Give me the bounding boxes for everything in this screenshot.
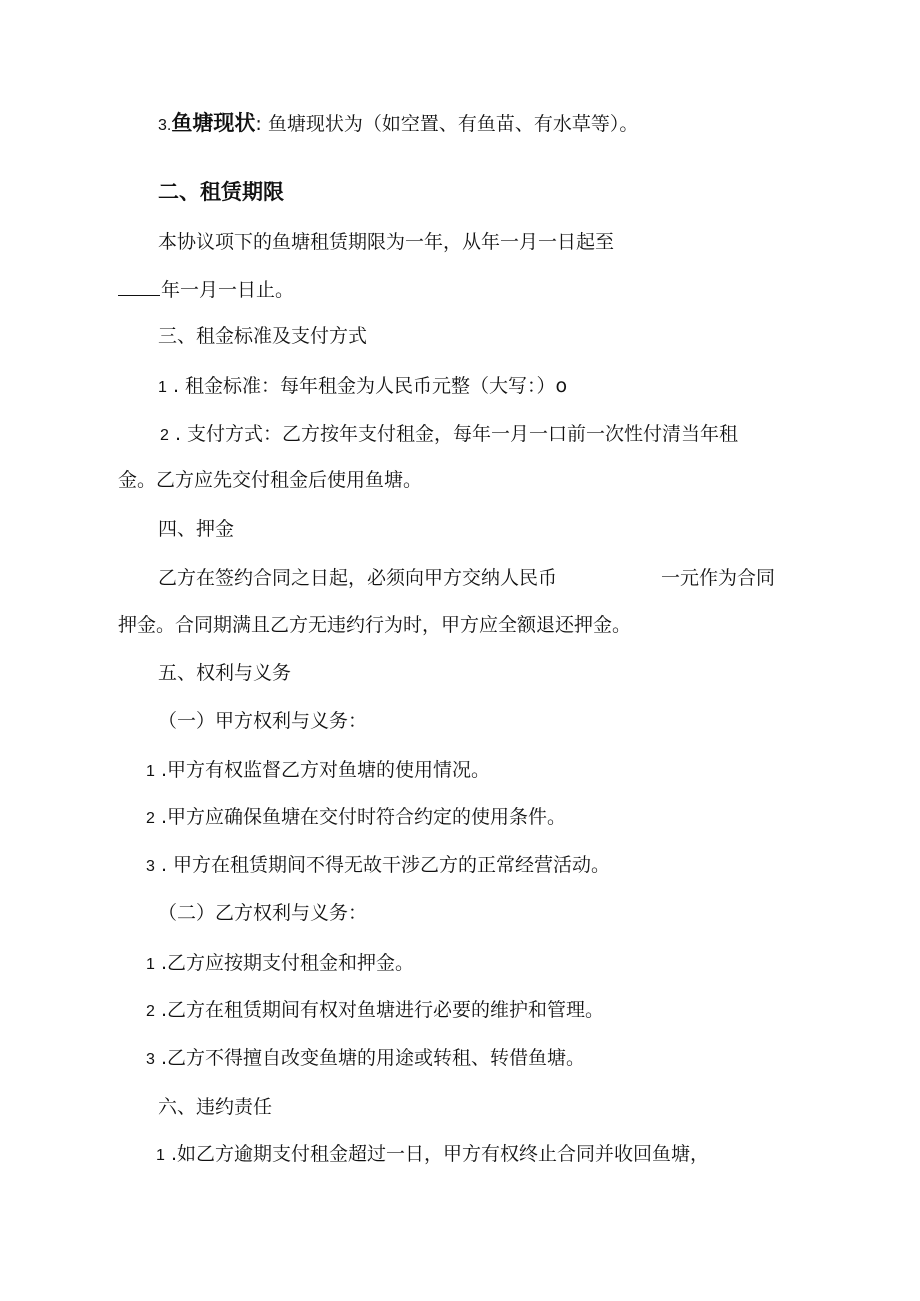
clause-label: 鱼塘现状 [171,111,256,135]
list-item: 3 .乙方不得擅自改变鱼塘的用途或转租、转借鱼塘。 [146,1047,585,1069]
list-item: 1 .如乙方逾期支付租金超过一日，甲方有权终止合同并收回鱼塘， [156,1143,709,1165]
list-item: 2 .甲方应确保鱼塘在交付时符合约定的使用条件。 [146,806,566,828]
clause-rent-standard: 1 . 租金标准：每年租金为人民币元整（大写：）o [158,375,568,397]
section-heading-rent: 三、租金标准及支付方式 [158,325,368,347]
blank-line [118,278,160,296]
paragraph-lease-term: 本协议项下的鱼塘租赁期限为一年，从年一月一日起至 [158,231,615,253]
subheading-party-a: （一）甲方权利与义务： [158,710,368,732]
subheading-party-b: （二）乙方权利与义务： [158,902,368,924]
section-heading-rights: 五、权利与义务 [158,662,292,684]
list-item: 1 .甲方有权监督乙方对鱼塘的使用情况。 [146,759,490,781]
list-item: 2 .乙方在租赁期间有权对鱼塘进行必要的维护和管理。 [146,999,604,1021]
paragraph-deposit: 乙方在签约合同之日起，必须向甲方交纳人民币 一元作为合同 [158,567,776,589]
paragraph-deposit-cont: 押金。合同期满且乙方无违约行为时，甲方应全额退还押金。 [118,614,632,636]
list-item: 1 .乙方应按期支付租金和押金。 [146,952,414,974]
list-item: 3 . 甲方在租赁期间不得无故干涉乙方的正常经营活动。 [146,854,611,876]
clause-payment-method-cont: 金。乙方应先交付租金后使用鱼塘。 [118,469,423,491]
clause-fishpond-status: 3.鱼塘现状: 鱼塘现状为（如空置、有鱼苗、有水草等）。 [158,111,639,135]
section-heading-lease-term: 二、租赁期限 [158,180,284,204]
section-heading-liability: 六、违约责任 [158,1096,273,1118]
section-heading-deposit: 四、押金 [158,518,235,540]
paragraph-lease-term-cont: 年一月一日止。 [118,277,294,303]
clause-payment-method: 2 . 支付方式：乙方按年支付租金，每年一月一口前一次性付清当年租 [160,423,739,445]
